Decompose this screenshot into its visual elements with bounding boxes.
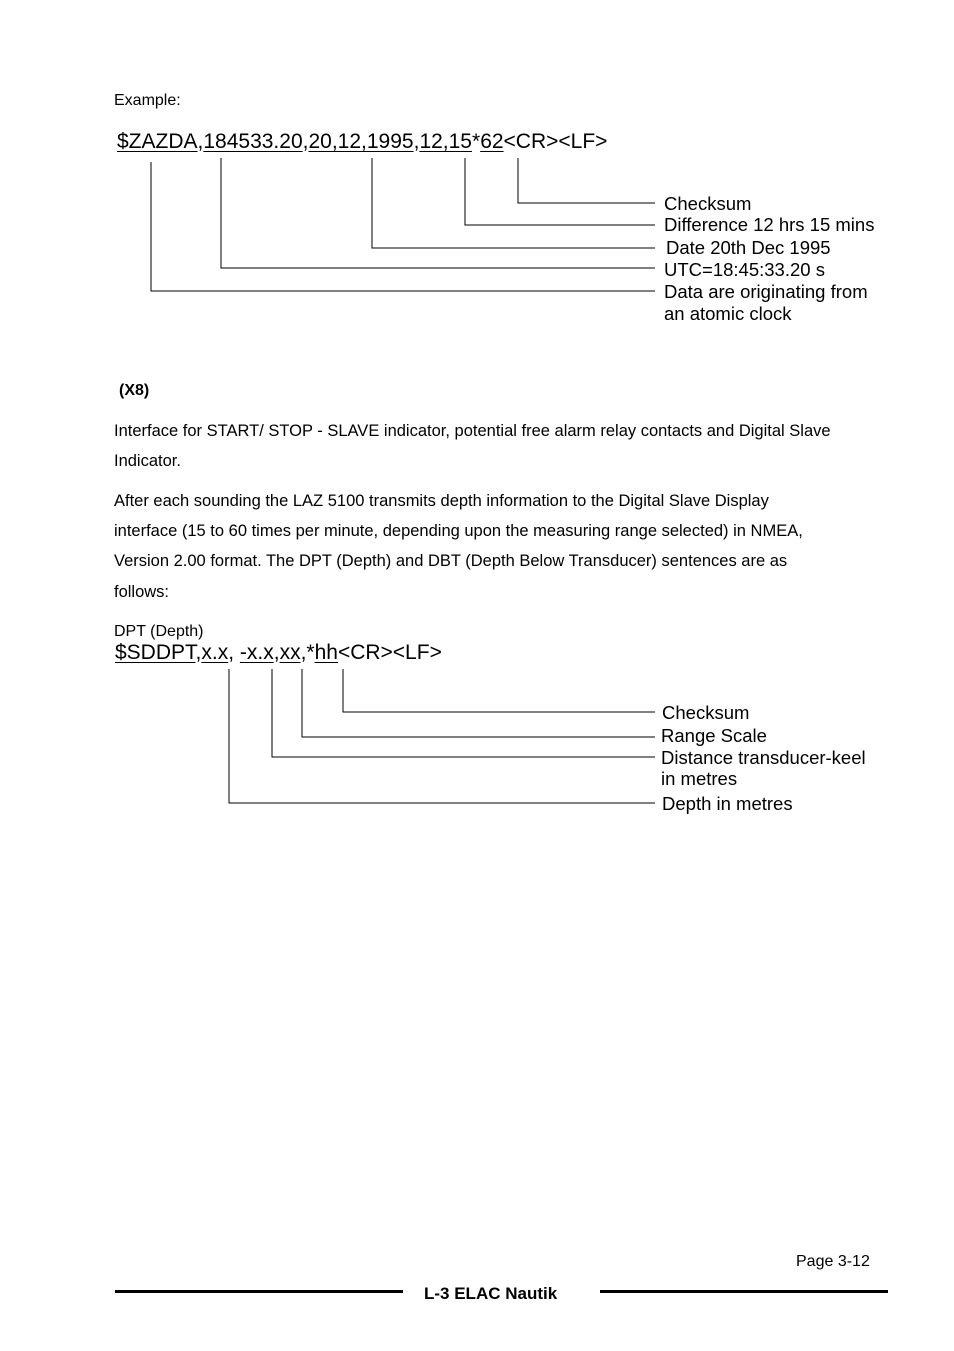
zda-date-field: 20,12,1995 xyxy=(308,130,414,153)
zda-utc-leader xyxy=(221,158,655,268)
dpt-star: ,* xyxy=(300,641,315,664)
zda-difference-field: 12,15 xyxy=(419,130,472,153)
zda-difference-leader xyxy=(465,158,655,225)
paragraph2-line2: interface (15 to 60 times per minute, depending upon the measuring range selected) in NMEA, xyxy=(114,522,803,540)
dpt-depth-leader xyxy=(229,669,655,803)
dpt-label: DPT (Depth) xyxy=(114,623,204,640)
dpt-checksum-leader xyxy=(343,669,655,712)
zda-origin-label-line1: Data are originating from xyxy=(664,281,868,302)
zda-comma: , xyxy=(197,130,204,153)
paragraph2-line4: follows: xyxy=(114,583,170,601)
dpt-comma: , xyxy=(273,641,280,664)
zda-utc-label: UTC=18:45:33.20 s xyxy=(664,259,825,280)
page-number: Page 3-12 xyxy=(796,1253,870,1270)
example-label: Example: xyxy=(114,92,181,109)
dpt-comma: , xyxy=(228,641,240,664)
dpt-range-field: xx xyxy=(279,641,301,664)
paragraph2-line3: Version 2.00 format. The DPT (Depth) and DBT (Depth Below Transducer) sentences are as xyxy=(114,552,788,570)
section-heading: (X8) xyxy=(119,382,150,399)
zda-comma: , xyxy=(413,130,420,153)
zda-star: * xyxy=(472,130,481,153)
dpt-range-leader xyxy=(302,669,655,737)
dpt-comma: , xyxy=(195,641,202,664)
dpt-distance-leader xyxy=(272,669,655,757)
dpt-sentence xyxy=(115,641,442,665)
paragraph1-line2: Indicator. xyxy=(114,452,181,470)
dpt-depth-label: Depth in metres xyxy=(662,793,793,814)
zda-comma: , xyxy=(302,130,309,153)
zda-talker-field: $ZAZDA xyxy=(117,130,198,153)
zda-terminator: <CR><LF> xyxy=(503,130,608,153)
dpt-checksum-field: hh xyxy=(314,641,338,664)
zda-difference-label: Difference 12 hrs 15 mins xyxy=(664,214,875,235)
dpt-depth-field: x.x xyxy=(201,641,229,664)
dpt-terminator: <CR><LF> xyxy=(337,641,442,664)
zda-time-field: 184533.20 xyxy=(203,130,303,153)
dpt-offset-field: -x.x xyxy=(239,641,274,664)
zda-origin-label-line2: an atomic clock xyxy=(664,303,792,324)
zda-date-label: Date 20th Dec 1995 xyxy=(666,237,831,258)
paragraph1-line1: Interface for START/ STOP - SLAVE indicator, potential free alarm relay contacts and Digital Slave xyxy=(114,422,831,440)
dpt-distance-label-line1: Distance transducer-keel xyxy=(661,747,866,768)
zda-checksum-label: Checksum xyxy=(664,193,752,214)
footer-rule-left xyxy=(115,1290,403,1293)
zda-checksum-leader xyxy=(518,158,655,203)
zda-origin-leader xyxy=(151,162,655,291)
zda-checksum-field: 62 xyxy=(480,130,504,153)
paragraph2-line1: After each sounding the LAZ 5100 transmits depth information to the Digital Slave Display xyxy=(114,492,769,510)
dpt-distance-label-line2: in metres xyxy=(661,768,738,789)
footer-rule-right xyxy=(600,1290,888,1293)
dpt-talker-field: $SDDPT xyxy=(115,641,196,664)
dpt-checksum-label: Checksum xyxy=(662,702,750,723)
footer-brand: L-3 ELAC Nautik xyxy=(424,1284,558,1303)
dpt-range-label: Range Scale xyxy=(661,725,767,746)
zda-sentence xyxy=(117,130,607,154)
